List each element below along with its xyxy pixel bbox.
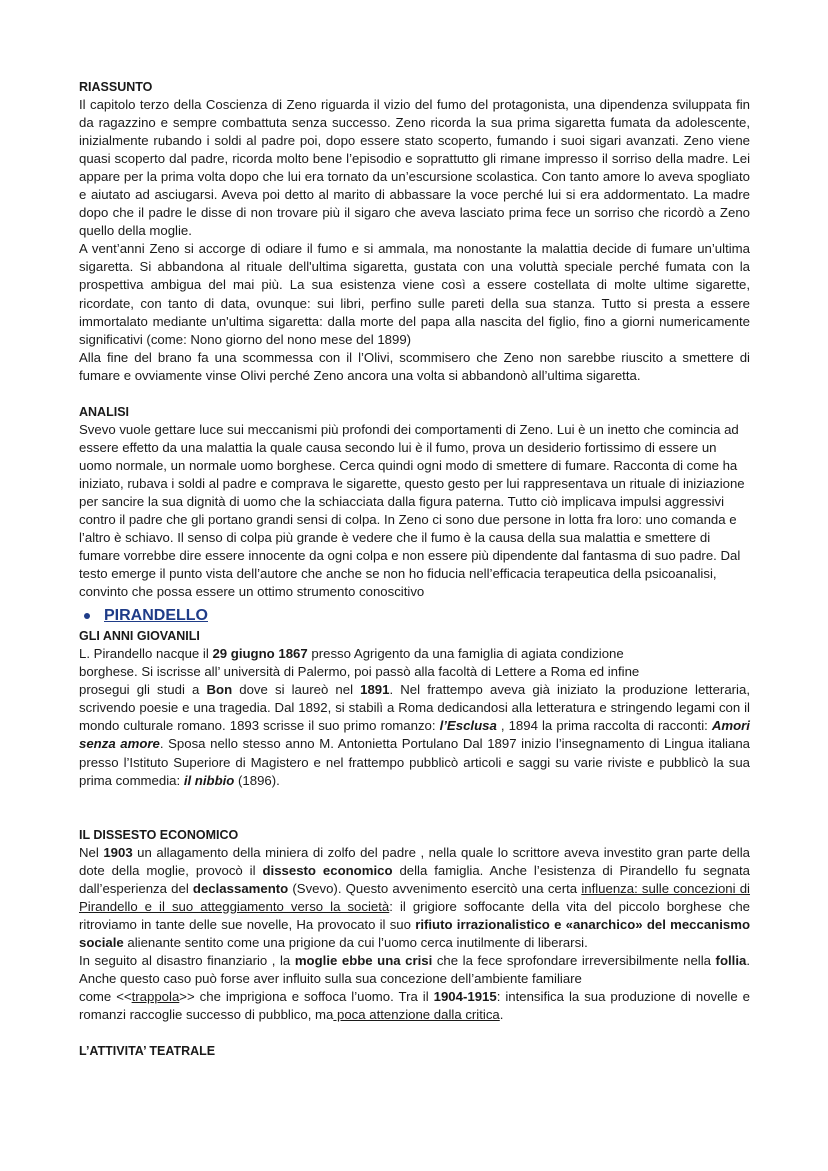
dissesto-paragraph-1: Nel 1903 un allagamento della miniera di zolfo del padre , nella quale lo scrittore aveva investito gran parte della dote della moglie, provocò il dissesto economico della famiglia. Anche l’esistenza di Pirandello fu segnata dall’esperienza del declassamento (Svevo). Questo avvenimento esercitò una certa influenza: sulle concezioni di Pirandello e il suo atteggiamento verso la società: il grigiore soffocante della vita del piccolo borghese che ritroviamo in tante delle sue novelle, Ha provocato il suo rifiuto irrazionalistico e «anarchico» del meccanismo sociale alienante sentito come una prigione da cui l’uomo cerca inutilmente di liberarsi. (79, 844, 750, 950)
anni-giovanili-line-1: L. Pirandello nacque il 29 giugno 1867 presso Agrigento da una famiglia di agiata condizione (79, 646, 624, 662)
teatrale-title: L’ATTIVITA’ TEATRALE (79, 1044, 216, 1059)
analisi-paragraph: Svevo vuole gettare luce sui meccanismi più profondi dei comportamenti di Zeno. Lui è un inetto che comincia ad essere effetto da una malattia la quale causa secondo lui è il fumo, prova un desiderio fortissimo di essere un uomo normale, un normale uomo borghese. Cerca quindi ogni modo di smettere di fumare. Racconta di come ha iniziato, rubava i soldi al padre e comprava le sigarette, questo gesto per lui rappresentava un rituale di iniziazione per sancire la sua dignità di uomo che la schiacciata dalla figura paterna. Tutto ciò implicava impulsi aggressivi contro il padre che gli portano grandi sensi di colpa. In Zeno ci sono due persone in lotta fra loro: uno comanda e l’altro è schiavo. Il senso di colpa più grande è vedere che il fumo è la causa della sua malattia e smettere di fumare vorrebbe dire essere innocente da ogni colpa e non essere più dipendente dal fantasma di suo padre. Dal testo emerge il punto vista dell’autore che anche se non ho fiducia nell’efficacia terapeutica della psicoanalisi, convinto che possa essere un ottimo strumento conoscitivo (79, 421, 745, 600)
riassunto-title: RIASSUNTO (79, 80, 153, 94)
riassunto-paragraph-3: Alla fine del brano fa una scommessa con il l’Olivi, scommisero che Zeno non sarebbe riuscito a smettere di fumare e ovviamente vinse Olivi perché Zeno ancora una volta si abbandonò all’ultima sigaretta. (79, 349, 750, 383)
pirandello-heading-text: PIRANDELLO (104, 607, 208, 625)
pirandello-heading (79, 605, 750, 627)
anni-giovanili-title: GLI ANNI GIOVANILI (79, 629, 200, 644)
anni-giovanili-line-2: borghese. Si iscrisse all’ università di Palermo, poi passò alla facoltà di Lettere a Roma ed infine (79, 664, 640, 680)
anni-giovanili-paragraph: prosegui gli studi a Bon dove si laureò nel 1891. Nel frattempo aveva già iniziato la produzione letteraria, scrivendo poesie e una tragedia. Dal 1892, si stabilì a Roma dedicandosi alla letteratura e stringendo legami con il mondo culturale romano. 1893 scrisse il suo primo romanzo: l’Esclusa , 1894 la prima raccolta di racconti: Amori senza amore. Sposa nello stesso anno M. Antonietta Portulano Dal 1897 inizio l’insegnamento di Lingua italiana presso l’Istituto Superiore di Magistero e nel frattempo pubblicò articoli e saggi su varie riviste e pubblicò la sua prima commedia: il nibbio (1896). (79, 682, 750, 788)
dissesto-paragraph-3: come <<trappola>> che imprigiona e soffoca l’uomo. Tra il 1904-1915: intensifica la sua produzione di novelle e romanzi raccoglie successo di pubblico, ma poca attenzione dalla critica. (79, 988, 750, 1023)
riassunto-paragraph-1: Il capitolo terzo della Coscienza di Zeno riguarda il vizio del fumo del protagonista, una dipendenza sviluppata fin da ragazzino e sempre combattuta senza successo. Zeno ricorda la sua prima sigaretta fumata da adolescente, inizialmente rubando i soldi al padre poi, dopo essere stato scoperto, fumando i suoi sigari avanzati. Zeno viene quasi scoperto dal padre, ricorda molto bene l’episodio e soprattutto gli rimane impresso il sorriso della madre. Lei appare per la prima volta dopo che lui era tornato da un’escursione scolastica. Con tanto amore lo aveva spogliato e aiutato ad asciugarsi. Aveva poi detto al marito di abbassare la voce perché lui si era addormentato. La madre dopo che il padre le disse di non trovare più il sigaro che aveva lasciato prima fece un sorriso che ricordò a Zeno quello della moglie. (79, 97, 750, 239)
dissesto-paragraph-2: In seguito al disastro finanziario , la moglie ebbe una crisi che la fece sprofondare irreversibilmente nella follia. Anche questo caso può forse aver influito sulla sua concezione dell’ambiente familiare (79, 952, 750, 986)
analisi-title: ANALISI (79, 404, 129, 419)
bullet-icon (84, 613, 90, 619)
dissesto-title: IL DISSESTO ECONOMICO (79, 827, 239, 842)
riassunto-paragraph-2: A vent’anni Zeno si accorge di odiare il fumo e si ammala, ma nonostante la malattia decide di fumare un’ultima sigaretta. Si abbandona al rituale dell'ultima sigaretta, gustata con una voluttà speciale perché fumata con la prospettiva ambigua del mai più. La sua esistenza viene così a essere costellata di molte ultime sigarette, ricordate, con tanto di data, ovunque: sui libri, perfino sulle pareti della sua stanza. Tutto si presta a essere immortalato mediante un'ultima sigaretta: dalla morte del papa alla nascita del figlio, fino a giorni numericamente significativi (come: Nono giorno del nono mese del 1899) (79, 241, 750, 347)
